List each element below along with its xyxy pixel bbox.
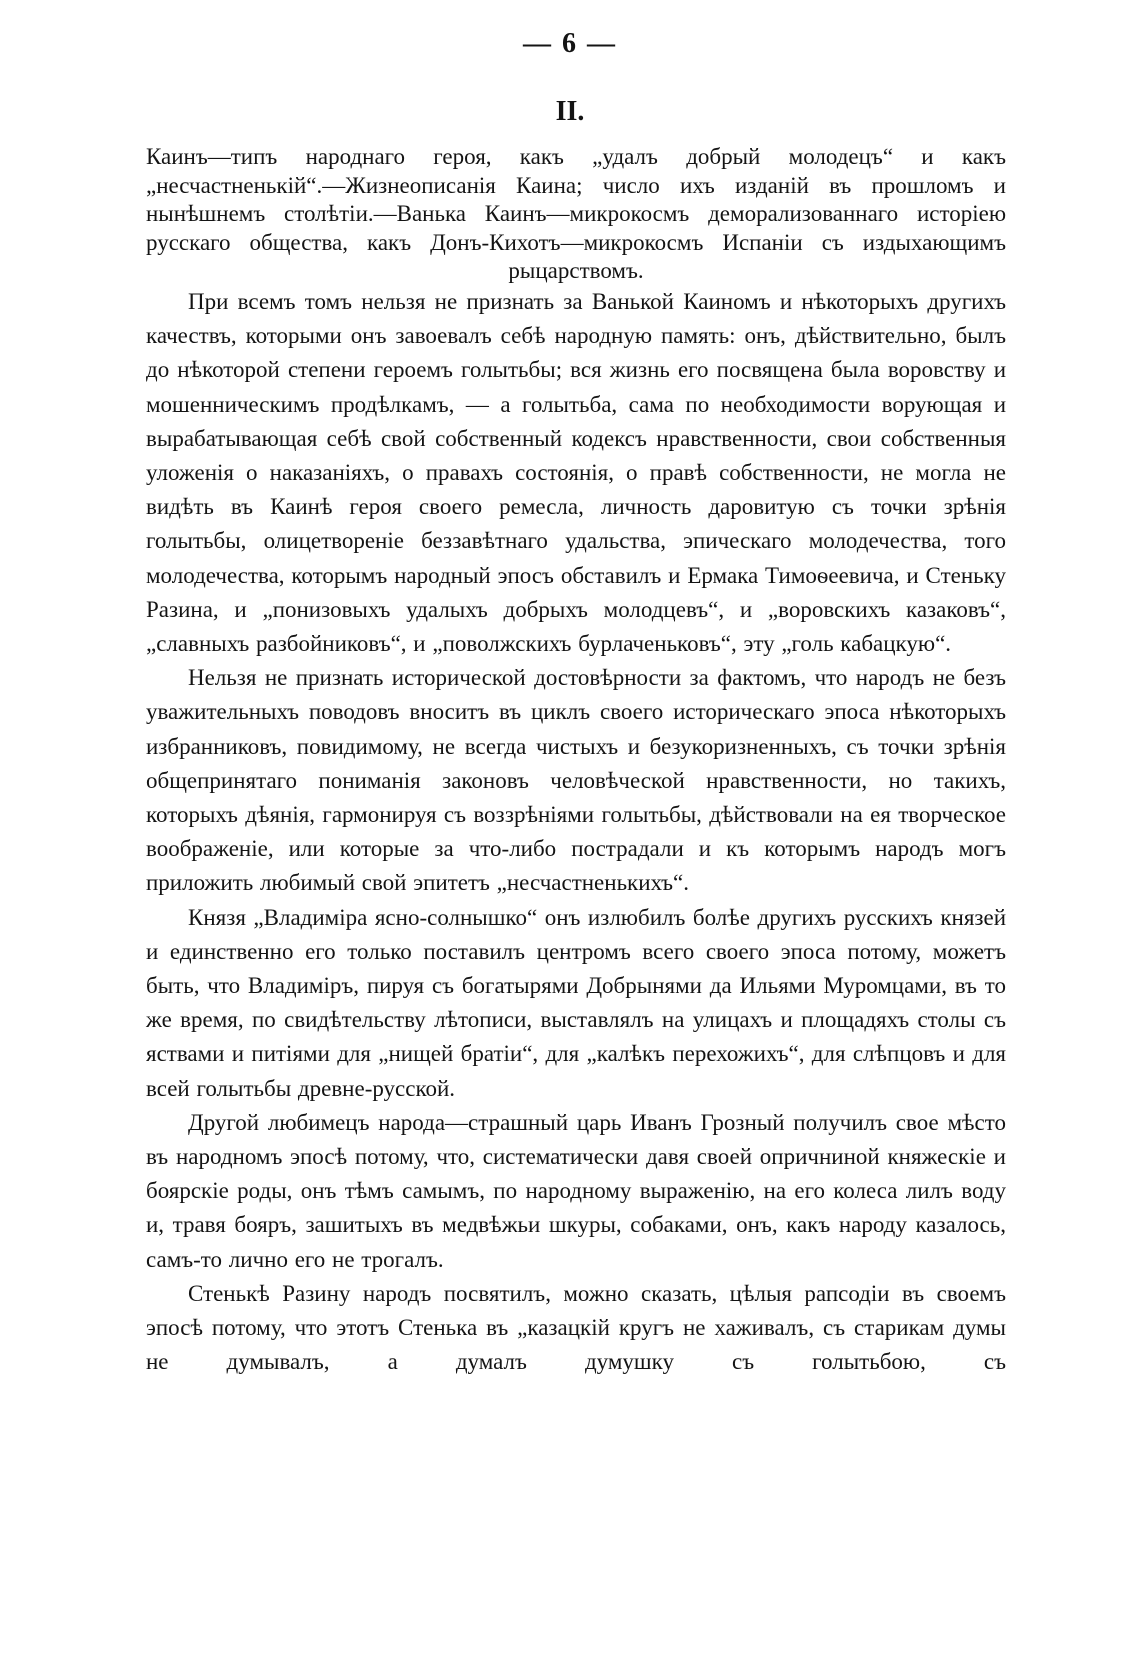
paragraph: Князя „Владиміра ясно-солнышко“ онъ излюбилъ болѣе другихъ русскихъ князей и единственно его только поставилъ центромъ всего своего эпоса потому, можетъ быть, что Владиміръ, пируя съ богатырями Добрынями да Ильями Муромцами, въ то же время, по свидѣтельству лѣтописи, выставлялъ на улицахъ и площадяхъ столы съ яствами и питіями для „нищей братіи“, для „калѣкъ перехожихъ“, для слѣпцовъ и для всей голытьбы древне-русской. bbox=[146, 904, 1006, 1101]
chapter-number: II. bbox=[555, 96, 585, 127]
paragraph: При всемъ томъ нельзя не признать за Ванькой Каиномъ и нѣкоторыхъ другихъ качествъ, которыми онъ завоевалъ себѣ народную память: онъ, дѣйствительно, былъ до нѣкоторой степени героемъ голытьбы; вся жизнь его посвящена была воровству и мошенническимъ продѣлкамъ, — а голытьба, сама по необходимости ворующая и вырабатывающая себѣ свой собственный кодексъ нравственности, свои собственныя уложенія о наказаніяхъ, о правахъ состоянія, о правѣ собственности, не могла не видѣть въ Каинѣ героя своего ремесла, личность даровитую съ точки зрѣнія голытьбы, олицетвореніе беззавѣтнаго удальства, эпическаго молодечества, того молодечества, которымъ народный эпосъ обставилъ и Ермака Тимоѳеевича, и Стеньку Разина, и „понизовыхъ удалыхъ добрыхъ молодцевъ“, и „воровскихъ казаковъ“, „славныхъ разбойниковъ“, и „поволжскихъ бурлаченьковъ“, эту „голь кабацкую“. bbox=[146, 289, 1006, 657]
body-text bbox=[146, 285, 1006, 1380]
paragraph: Стенькѣ Разину народъ посвятилъ, можно сказать, цѣлыя рапсодіи въ своемъ эпосѣ потому, что этотъ Стенька въ „казацкій кругъ не хаживалъ, съ старикам думы не думывалъ, а думалъ думушку съ голытьбою, съ bbox=[146, 1280, 1006, 1375]
chapter-summary: Каинъ—типъ народнаго героя, какъ „удалъ добрый молодецъ“ и какъ „несчастненькій“.—Жизнеописанія Каина; число ихъ изданій въ прошломъ и нынѣшнемъ столѣтіи.—Ванька Каинъ—микрокосмъ деморализованнаго исторіею русскаго общества, какъ Донъ-Кихотъ—микрокосмъ Испаніи съ издыхающимъ рыцарствомъ. bbox=[146, 144, 1006, 283]
paragraph: Другой любимецъ народа—страшный царь Иванъ Грозный получилъ свое мѣсто въ народномъ эпосѣ потому, что, систематически давя своей опричниной княжескіе и боярскіе роды, онъ тѣмъ самымъ, по народному выраженію, на его колеса лилъ воду и, травя бояръ, зашитыхъ въ медвѣжьи шкуры, собаками, онъ, какъ народу казалось, самъ-то лично его не трогалъ. bbox=[146, 1109, 1006, 1272]
paragraph: Нельзя не признать исторической достовѣрности за фактомъ, что народъ не безъ уважительныхъ поводовъ вноситъ въ циклъ своего историческаго эпоса нѣкоторыхъ избранниковъ, повидимому, не всегда чистыхъ и безукоризненныхъ, съ точки зрѣнія общепринятаго пониманія законовъ человѣческой нравственности, но такихъ, которыхъ дѣянія, гармонируя съ воззрѣніями голытьбы, дѣйствовали на ея творческое воображеніе, или которые за что-либо пострадали и къ которымъ народъ могъ приложить любимый свой эпитетъ „несчастненькихъ“. bbox=[146, 665, 1006, 896]
page-number: — 6 — bbox=[523, 28, 617, 59]
